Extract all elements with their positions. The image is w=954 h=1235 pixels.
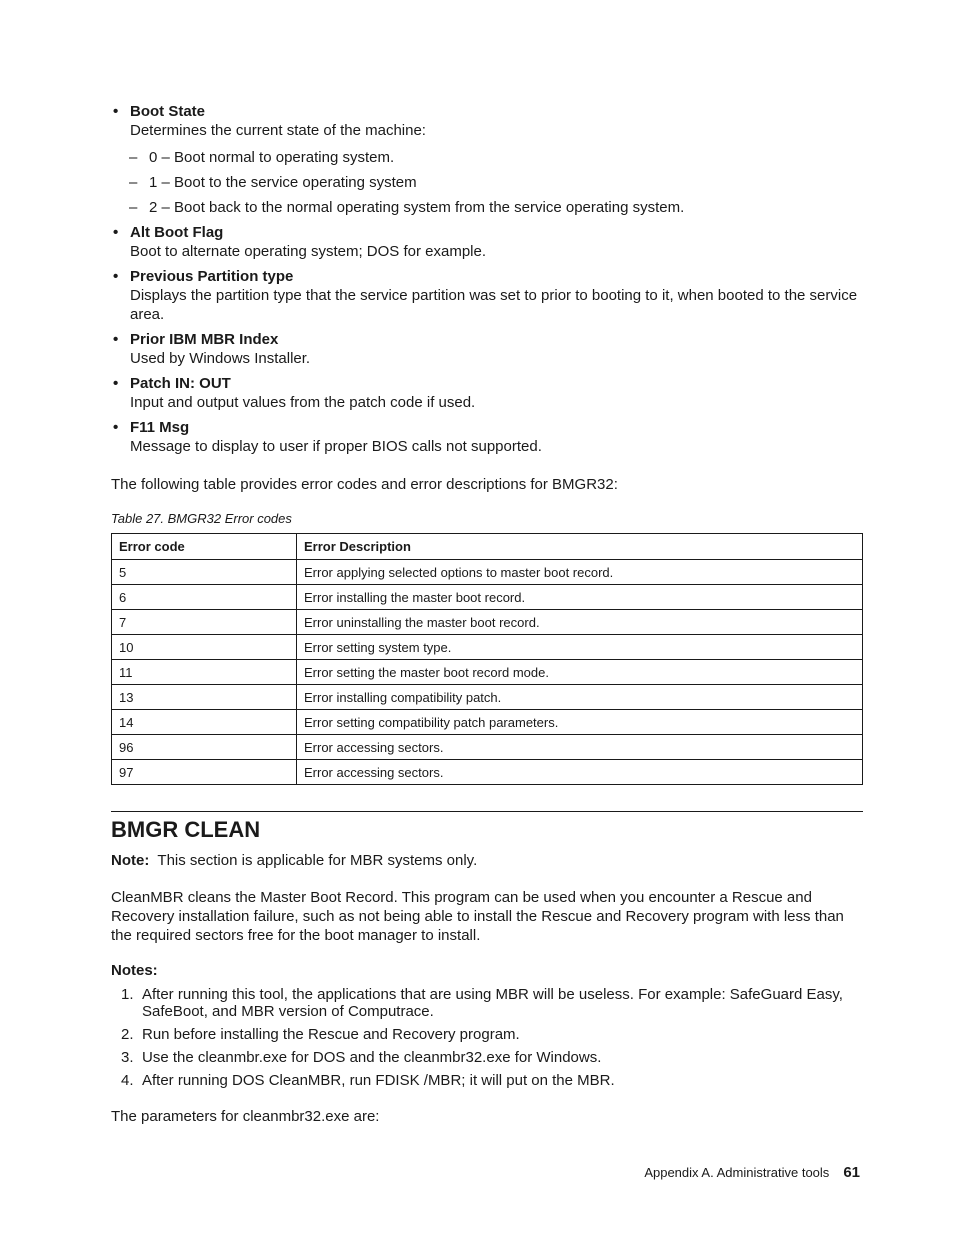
list-number: 1. (121, 986, 134, 1003)
cleanmbr-paragraph: CleanMBR cleans the Master Boot Record. This program can be used when you encounter a Rescue and Recovery installation failure, such as not being able to install the Rescue and Recovery program with less than the required sectors free for the boot manager to install. (111, 889, 844, 944)
field-term: Boot State (130, 103, 205, 120)
table-intro: The following table provides error codes and error descriptions for BMGR32: (111, 476, 618, 493)
list-number: 3. (121, 1049, 134, 1066)
list-item (111, 1072, 863, 1089)
bullet-icon: • (113, 419, 119, 436)
error-code-cell: 14 (112, 710, 297, 735)
error-code-cell: 6 (112, 585, 297, 610)
note-item-text: Run before installing the Rescue and Recovery program. (142, 1026, 520, 1043)
field-desc: Message to display to user if proper BIOS calls not supported. (130, 438, 542, 455)
field-item-boot-state (111, 102, 863, 217)
note-item-text: After running DOS CleanMBR, run FDISK /MBR; it will put on the MBR. (142, 1072, 615, 1089)
table-header-row (112, 534, 863, 560)
list-item (111, 1049, 863, 1066)
table-row (112, 710, 863, 735)
table-row (112, 560, 863, 585)
error-code-cell: 11 (112, 660, 297, 685)
table-row (112, 660, 863, 685)
note (111, 851, 863, 870)
field-item-alt-boot-flag (111, 223, 863, 261)
document-page (111, 102, 863, 1126)
field-term: Alt Boot Flag (130, 224, 224, 241)
error-code-cell: 96 (112, 735, 297, 760)
error-description-cell: Error installing compatibility patch. (297, 685, 863, 710)
notes-list (111, 986, 863, 1089)
bullet-icon: • (113, 103, 119, 120)
table-row (112, 610, 863, 635)
field-desc: Used by Windows Installer. (130, 350, 311, 367)
notes-heading: Notes: (111, 962, 158, 979)
bullet-icon: • (113, 331, 119, 348)
field-desc: Determines the current state of the machine: (130, 122, 426, 139)
footer-section: Appendix A. Administrative tools (644, 1165, 830, 1180)
error-description-cell: Error applying selected options to master boot record. (297, 560, 863, 585)
boot-state-text: 2 – Boot back to the normal operating system from the service operating system. (149, 199, 685, 216)
error-code-cell: 10 (112, 635, 297, 660)
note-label: Note: (111, 852, 150, 869)
field-desc: Displays the partition type that the service partition was set to prior to booting to it, when booted to the service area. (130, 287, 858, 323)
dash-icon: – (129, 149, 138, 166)
list-number: 2. (121, 1026, 134, 1043)
boot-state-text: 1 – Boot to the service operating system (149, 174, 417, 191)
dash-icon: – (129, 199, 138, 216)
field-desc: Input and output values from the patch code if used. (130, 394, 476, 411)
field-term: Previous Partition type (130, 268, 294, 285)
field-item-f11-msg (111, 418, 863, 456)
boot-state-item (111, 173, 863, 192)
page-footer (644, 1164, 860, 1182)
dash-icon: – (129, 174, 138, 191)
note-item-text: After running this tool, the applications that are using MBR will be useless. For example: SafeGuard Easy, SafeBoot, and MBR version of Computrace. (142, 986, 843, 1020)
error-description-cell: Error setting the master boot record mode. (297, 660, 863, 685)
boot-state-item (111, 148, 863, 167)
error-code-cell: 97 (112, 760, 297, 785)
section-title: BMGR CLEAN (111, 817, 261, 842)
error-description-cell: Error uninstalling the master boot record. (297, 610, 863, 635)
boot-state-text: 0 – Boot normal to operating system. (149, 149, 395, 166)
table-row (112, 585, 863, 610)
error-codes-table (111, 533, 863, 785)
section-divider (111, 811, 863, 812)
page-number: 61 (843, 1164, 860, 1181)
table-row (112, 685, 863, 710)
list-item (111, 986, 863, 1020)
boot-state-item (111, 198, 863, 217)
bullet-icon: • (113, 375, 119, 392)
table-row (112, 735, 863, 760)
error-description-cell: Error setting compatibility patch parameters. (297, 710, 863, 735)
field-term: Prior IBM MBR Index (130, 331, 279, 348)
field-term: Patch IN: OUT (130, 375, 231, 392)
note-text: This section is applicable for MBR systems only. (157, 852, 478, 869)
error-code-cell: 7 (112, 610, 297, 635)
field-item-prior-ibm-mbr-index (111, 330, 863, 368)
field-desc: Boot to alternate operating system; DOS for example. (130, 243, 487, 260)
error-code-cell: 13 (112, 685, 297, 710)
table-row (112, 760, 863, 785)
error-code-cell: 5 (112, 560, 297, 585)
list-number: 4. (121, 1072, 134, 1089)
field-term: F11 Msg (130, 419, 190, 436)
error-description-cell: Error installing the master boot record. (297, 585, 863, 610)
error-description-cell: Error accessing sectors. (297, 735, 863, 760)
table-row (112, 635, 863, 660)
column-header-error-description: Error Description (297, 534, 863, 560)
error-description-cell: Error setting system type. (297, 635, 863, 660)
params-intro: The parameters for cleanmbr32.exe are: (111, 1108, 380, 1125)
list-item (111, 1026, 863, 1043)
table-caption: Table 27. BMGR32 Error codes (111, 511, 292, 526)
bullet-icon: • (113, 268, 119, 285)
field-item-previous-partition-type (111, 267, 863, 324)
field-item-patch-in-out (111, 374, 863, 412)
column-header-error-code: Error code (112, 534, 297, 560)
note-item-text: Use the cleanmbr.exe for DOS and the cleanmbr32.exe for Windows. (142, 1049, 602, 1066)
error-description-cell: Error accessing sectors. (297, 760, 863, 785)
field-list (111, 102, 863, 456)
boot-state-list (130, 148, 863, 217)
bullet-icon: • (113, 224, 119, 241)
